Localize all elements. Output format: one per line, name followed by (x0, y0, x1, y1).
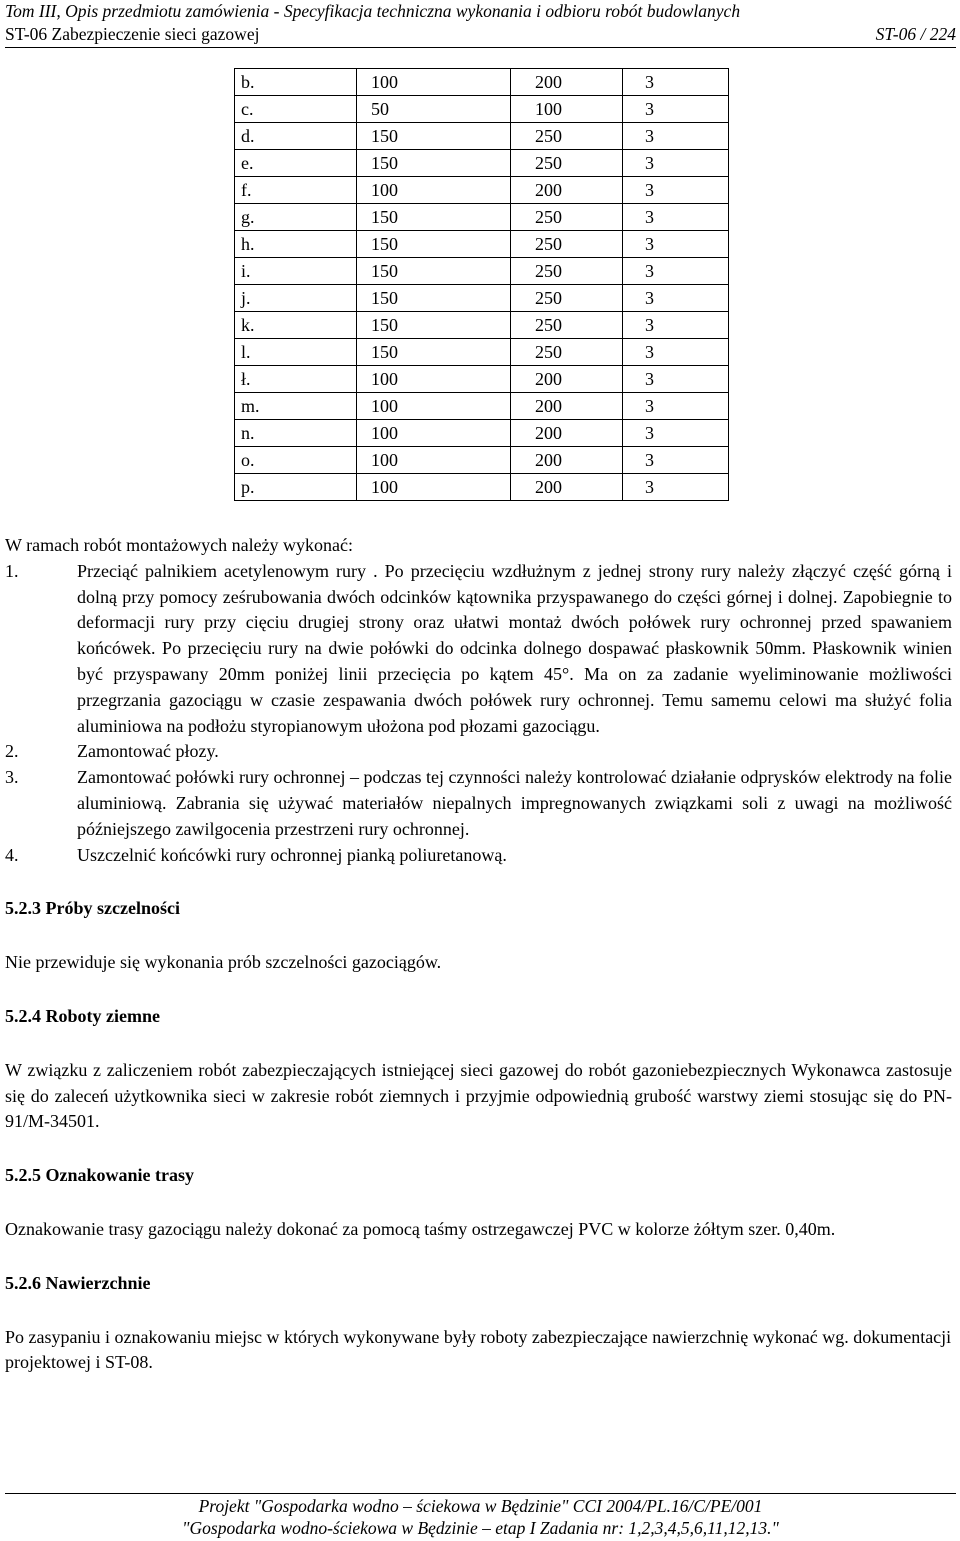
list-item (5, 843, 952, 869)
table-cell-value-1: 150 (357, 285, 511, 312)
table-cell-value-3: 3 (623, 69, 729, 96)
table-row (235, 231, 729, 258)
table-cell-value-1: 150 (357, 204, 511, 231)
table-cell-label: m. (235, 393, 357, 420)
table-row (235, 474, 729, 501)
table-cell-label: h. (235, 231, 357, 258)
table-cell-value-1: 50 (357, 96, 511, 123)
table-cell-label: ł. (235, 366, 357, 393)
table-row (235, 123, 729, 150)
table-cell-label: j. (235, 285, 357, 312)
table-cell-value-1: 100 (357, 177, 511, 204)
page-header (5, 0, 956, 48)
table-cell-value-2: 200 (511, 420, 623, 447)
list-number: 3. (5, 767, 19, 788)
table-cell-value-3: 3 (623, 258, 729, 285)
section-heading-5-2-3: 5.2.3 Próby szczelności (5, 898, 180, 919)
table-row (235, 96, 729, 123)
table-cell-value-1: 100 (357, 393, 511, 420)
table-cell-value-3: 3 (623, 447, 729, 474)
table-cell-value-3: 3 (623, 393, 729, 420)
table-body (235, 69, 729, 501)
header-subline (5, 23, 956, 48)
table-cell-value-3: 3 (623, 420, 729, 447)
table-row (235, 312, 729, 339)
table-cell-value-3: 3 (623, 204, 729, 231)
table-cell-label: c. (235, 96, 357, 123)
table-row (235, 69, 729, 96)
table-row (235, 285, 729, 312)
table-cell-label: n. (235, 420, 357, 447)
table-cell-value-3: 3 (623, 231, 729, 258)
table-row (235, 366, 729, 393)
table-cell-value-2: 200 (511, 474, 623, 501)
list-item (5, 559, 952, 740)
table-cell-label: d. (235, 123, 357, 150)
table-cell-label: l. (235, 339, 357, 366)
table-cell-label: i. (235, 258, 357, 285)
table-cell-value-3: 3 (623, 123, 729, 150)
list-number: 4. (5, 844, 19, 865)
table-cell-value-1: 150 (357, 123, 511, 150)
table-cell-value-2: 250 (511, 150, 623, 177)
table-cell-value-1: 100 (357, 366, 511, 393)
table-cell-value-2: 200 (511, 393, 623, 420)
table-cell-value-3: 3 (623, 366, 729, 393)
table-cell-value-2: 200 (511, 447, 623, 474)
section-text-5-2-4: W związku z zaliczeniem robót zabezpieczających istniejącej sieci gazowej do robót gazoniebezpiecznych Wykonawca zastosuje się do zaleceń użytkownika sieci w zakresie robót ziemnych i przyjmie odpowiednią grubość warstwy ziemi stosując się do PN-91/M-34501. (5, 1059, 952, 1132)
table-row (235, 420, 729, 447)
table-cell-label: g. (235, 204, 357, 231)
list-item (5, 765, 952, 842)
section-text-5-2-6: Po zasypaniu i oznakowaniu miejsc w których wykonywane były roboty zabezpieczające nawierzchnię wykonać wg. dokumentacji projektowej i ST-08. (5, 1326, 952, 1373)
table-cell-value-1: 100 (357, 69, 511, 96)
table-cell-value-1: 100 (357, 447, 511, 474)
table-cell-label: p. (235, 474, 357, 501)
list-number: 2. (5, 741, 19, 762)
table-cell-value-2: 100 (511, 96, 623, 123)
table-cell-value-2: 200 (511, 366, 623, 393)
table-cell-value-2: 250 (511, 258, 623, 285)
table-cell-value-1: 150 (357, 258, 511, 285)
footer-project-line: Projekt "Gospodarka wodno – ściekowa w Będzinie" CCI 2004/PL.16/C/PE/001 (198, 1496, 763, 1516)
section-text-5-2-5: Oznakowanie trasy gazociągu należy dokonać za pomocą taśmy ostrzegawczej PVC w kolorze żółtym szer. 0,40m. (5, 1218, 836, 1239)
section-heading-5-2-5: 5.2.5 Oznakowanie trasy (5, 1165, 194, 1186)
table-row (235, 177, 729, 204)
table-row (235, 150, 729, 177)
table-cell-label: o. (235, 447, 357, 474)
table-cell-label: e. (235, 150, 357, 177)
table-cell-value-2: 250 (511, 285, 623, 312)
section-heading-5-2-4: 5.2.4 Roboty ziemne (5, 1005, 160, 1026)
table-row (235, 447, 729, 474)
table-row (235, 339, 729, 366)
table-cell-value-2: 250 (511, 123, 623, 150)
table-cell-value-3: 3 (623, 96, 729, 123)
table-cell-value-3: 3 (623, 177, 729, 204)
table-cell-label: f. (235, 177, 357, 204)
table-cell-value-3: 3 (623, 285, 729, 312)
header-section: ST-06 Zabezpieczenie sieci gazowej (5, 24, 260, 44)
intro-line: W ramach robót montażowych należy wykonać: (5, 535, 354, 555)
table-cell-value-3: 3 (623, 339, 729, 366)
list-number: 1. (5, 560, 19, 581)
table-cell-value-1: 150 (357, 150, 511, 177)
table-cell-value-3: 3 (623, 474, 729, 501)
table-cell-value-2: 250 (511, 339, 623, 366)
page-footer (5, 1493, 956, 1539)
table-row (235, 204, 729, 231)
table-cell-value-2: 200 (511, 177, 623, 204)
table-cell-value-3: 3 (623, 150, 729, 177)
section-text-5-2-3: Nie przewiduje się wykonania prób szczelności gazociągów. (5, 952, 442, 973)
header-title: Tom III, Opis przedmiotu zamówienia - Specyfikacja techniczna wykonania i odbioru robót budowlanych (5, 1, 741, 21)
dimensions-table (234, 68, 729, 501)
header-page-number: ST-06 / 224 (875, 24, 956, 44)
footer-task-line: "Gospodarka wodno-ściekowa w Będzinie – etap I Zadania nr: 1,2,3,4,5,6,11,12,13." (182, 1518, 779, 1538)
table-cell-value-2: 250 (511, 231, 623, 258)
table-cell-value-1: 150 (357, 231, 511, 258)
table-cell-label: k. (235, 312, 357, 339)
table-cell-value-1: 150 (357, 312, 511, 339)
table-cell-value-2: 250 (511, 312, 623, 339)
list-item (5, 739, 952, 765)
table-cell-value-1: 100 (357, 474, 511, 501)
table-row (235, 393, 729, 420)
section-heading-5-2-6: 5.2.6 Nawierzchnie (5, 1272, 151, 1293)
table-cell-value-2: 250 (511, 204, 623, 231)
list-text: Przeciąć palnikiem acetylenowym rury . Po przecięciu wzdłużnym z jednej strony rury należy złączyć część górną i dolną przy pomocy ześrubowania dwóch odcinków kątownika przyspawanego do części górnej i dolnej. Zapobiegnie to deformacji rury przy cięciu drugiej strony oraz ułatwi montaż dwóch połówek rury ochronnej przed spawaniem końcówek. Po przecięciu rury na dwie połówki do odcinka dolnego dospawać płaskownik 50mm. Płaskownik winien być przyspawany 20mm poniżej linii przecięcia po kątem 45°. Ma on za zadanie wyeliminowanie możliwości przegrzania gazociągu w czasie zespawania dwóch połówek rury ochronnej. Temu samemu celowi ma służyć folia aluminiowa na podłożu styropianowym ułożona pod płozami gazociągu. (77, 560, 952, 736)
table-cell-label: b. (235, 69, 357, 96)
document-body (5, 533, 952, 1376)
list-text: Zamontować połówki rury ochronnej – podczas tej czynności należy kontrolować działanie odprysków elektrody na folie aluminiową. Zabrania się używać materiałów niepalnych impregnowanych związkami soli z uwagi na możliwość późniejszego zawilgocenia przestrzeni rury ochronnej. (77, 767, 952, 839)
list-text: Zamontować płozy. (77, 741, 219, 762)
table-row (235, 258, 729, 285)
table-cell-value-1: 100 (357, 420, 511, 447)
table-cell-value-2: 200 (511, 69, 623, 96)
table-cell-value-1: 150 (357, 339, 511, 366)
table-cell-value-3: 3 (623, 312, 729, 339)
list-text: Uszczelnić końcówki rury ochronnej pianką poliuretanową. (77, 844, 507, 865)
